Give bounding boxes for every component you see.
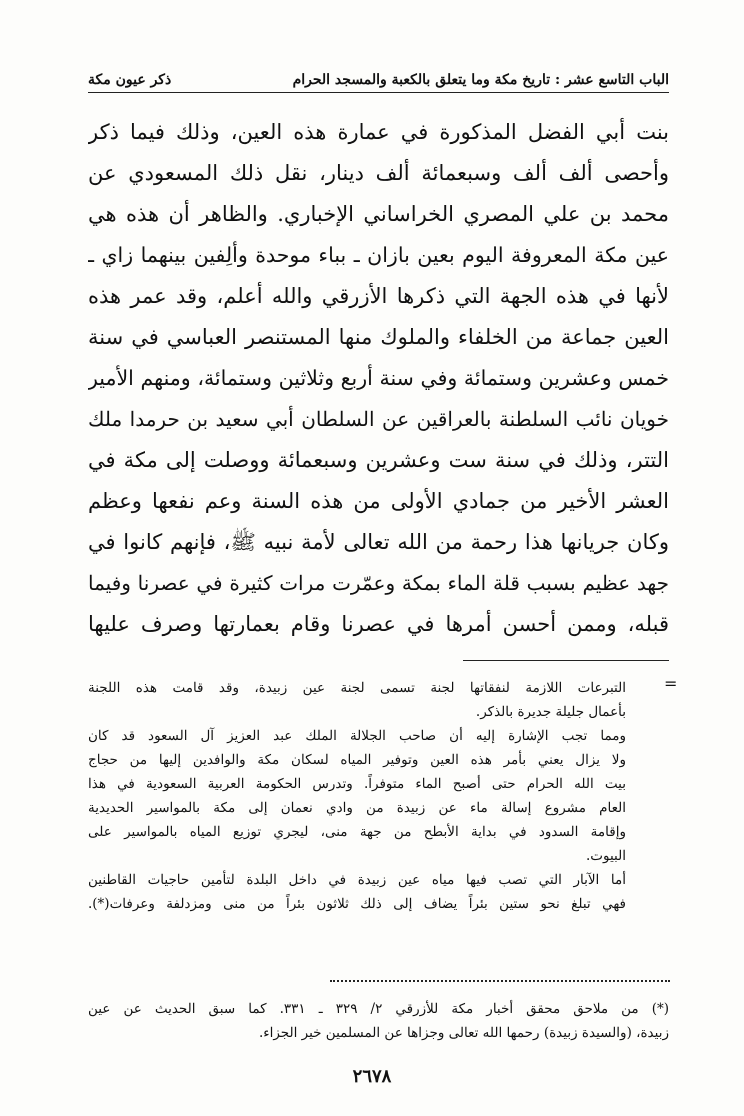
footnotes xyxy=(88,676,626,916)
footnote-line: ومما تجب الإشارة إليه أن صاحب الجلالة الملك عبد العزيز آل السعود قد كان xyxy=(88,728,626,744)
text-line: خويان نائب السلطنة بالعراقين عن السلطان أبي سعيد بن حرمدا ملك xyxy=(88,407,669,431)
footnote-line: بيت الله الحرام حتى أصبح الماء متوفراً. وتدرس الحكومة العربية السعودية في هذا xyxy=(88,776,626,792)
text-line: محمد بن علي المصري الخراساني الإخباري. والظاهر أن هذه هي xyxy=(88,202,669,226)
text-line: لأنها في هذه الجهة التي ذكرها الأزرقي والله أعلم، وقد عمر هذه xyxy=(88,284,669,308)
editor-note-line: زبيدة، (والسيدة زبيدة) رحمها الله تعالى وجزاها عن المسلمين خير الجزاء. xyxy=(258,1025,669,1041)
page-number: ٢٦٧٨ xyxy=(352,1066,392,1087)
editor-note xyxy=(88,997,669,1045)
chapter-title: الباب التاسع عشر : تاريخ مكة وما يتعلق بالكعبة والمسجد الحرام xyxy=(292,72,669,88)
footnote-line: أما الآبار التي تصب فيها مياه عين زبيدة في داخل البلدة لتأمين حاجيات القاطنين xyxy=(88,872,626,888)
text-line: بنت أبي الفضل المذكورة في عمارة هذه العين، وذلك فيما ذكر xyxy=(88,120,669,144)
footnote-line: فهي تبلغ نحو ستين بئراً يضاف إلى ذلك ثلاثون بئراً من منى ومزدلفة وعرفات(*). xyxy=(88,896,626,912)
text-line: العين جماعة من الخلفاء والملوك منها المستنصر العباسي في سنة xyxy=(88,325,669,349)
text-line: وأحصى ألف ألف وسبعمائة ألف دينار، نقل ذلك المسعودي عن xyxy=(88,161,669,185)
text-line: العشر الأخير من جمادي الأولى من هذه السنة وعم نفعها وعظم xyxy=(88,489,669,513)
footnote-line: العام مشروع إسالة ماء عن زبيدة من وادي نعمان إلى مكة بالمواسير الحديدية xyxy=(88,800,626,816)
footnote-line: وإقامة السدود في بداية الأبطح من جهة منى، ليجري توزيع المياه بالمواسير على xyxy=(88,824,626,840)
running-head xyxy=(88,58,669,88)
footnote-line: البيوت. xyxy=(586,848,626,864)
section-title: ذكر عيون مكة xyxy=(88,72,172,88)
text-line: وكان جريانها هذا رحمة من الله تعالى لأمة نبيه ﷺ، فإنهم كانوا في xyxy=(88,530,669,554)
footnote-line: ولا يزال يعني بأمر هذه العين وتوفير المياه لسكان مكة والوافدين إليها من حجاج xyxy=(88,752,626,768)
dotted-separator xyxy=(330,980,670,982)
footnote-line: التبرعات اللازمة لنفقاتها لجنة تسمى لجنة عين زبيدة، وقد قامت هذه اللجنة xyxy=(88,680,626,696)
text-line: خمس وعشرين وستمائة وفي سنة أربع وثلاثين وستمائة، ومنهم الأمير xyxy=(88,366,669,390)
text-line: التتر، وذلك في سنة ست وعشرين وسبعمائة ووصلت إلى مكة في xyxy=(88,448,669,472)
text-line: عين مكة المعروفة اليوم بعين بازان ـ بباء موحدة وألِفين بينهما زاي ـ xyxy=(88,243,669,267)
text-line: قبله، وممن أحسن أمرها في عصرنا وقام بعمارتها وصرف عليها xyxy=(88,612,669,636)
continuation-mark: = xyxy=(664,674,678,693)
main-text xyxy=(88,112,669,645)
header-rule xyxy=(88,92,669,93)
text-line: جهد عظيم بسبب قلة الماء بمكة وعمّرت مرات كثيرة في عصرنا وفيما xyxy=(88,571,669,595)
footnote-line: بأعمال جليلة جديرة بالذكر. xyxy=(475,704,626,720)
footnote-rule xyxy=(463,660,669,661)
editor-note-line: (*) من ملاحق محقق أخبار مكة للأزرقي ٢/ ٣٢٩ ـ ٣٣١. كما سبق الحديث عن عين xyxy=(88,1001,669,1017)
